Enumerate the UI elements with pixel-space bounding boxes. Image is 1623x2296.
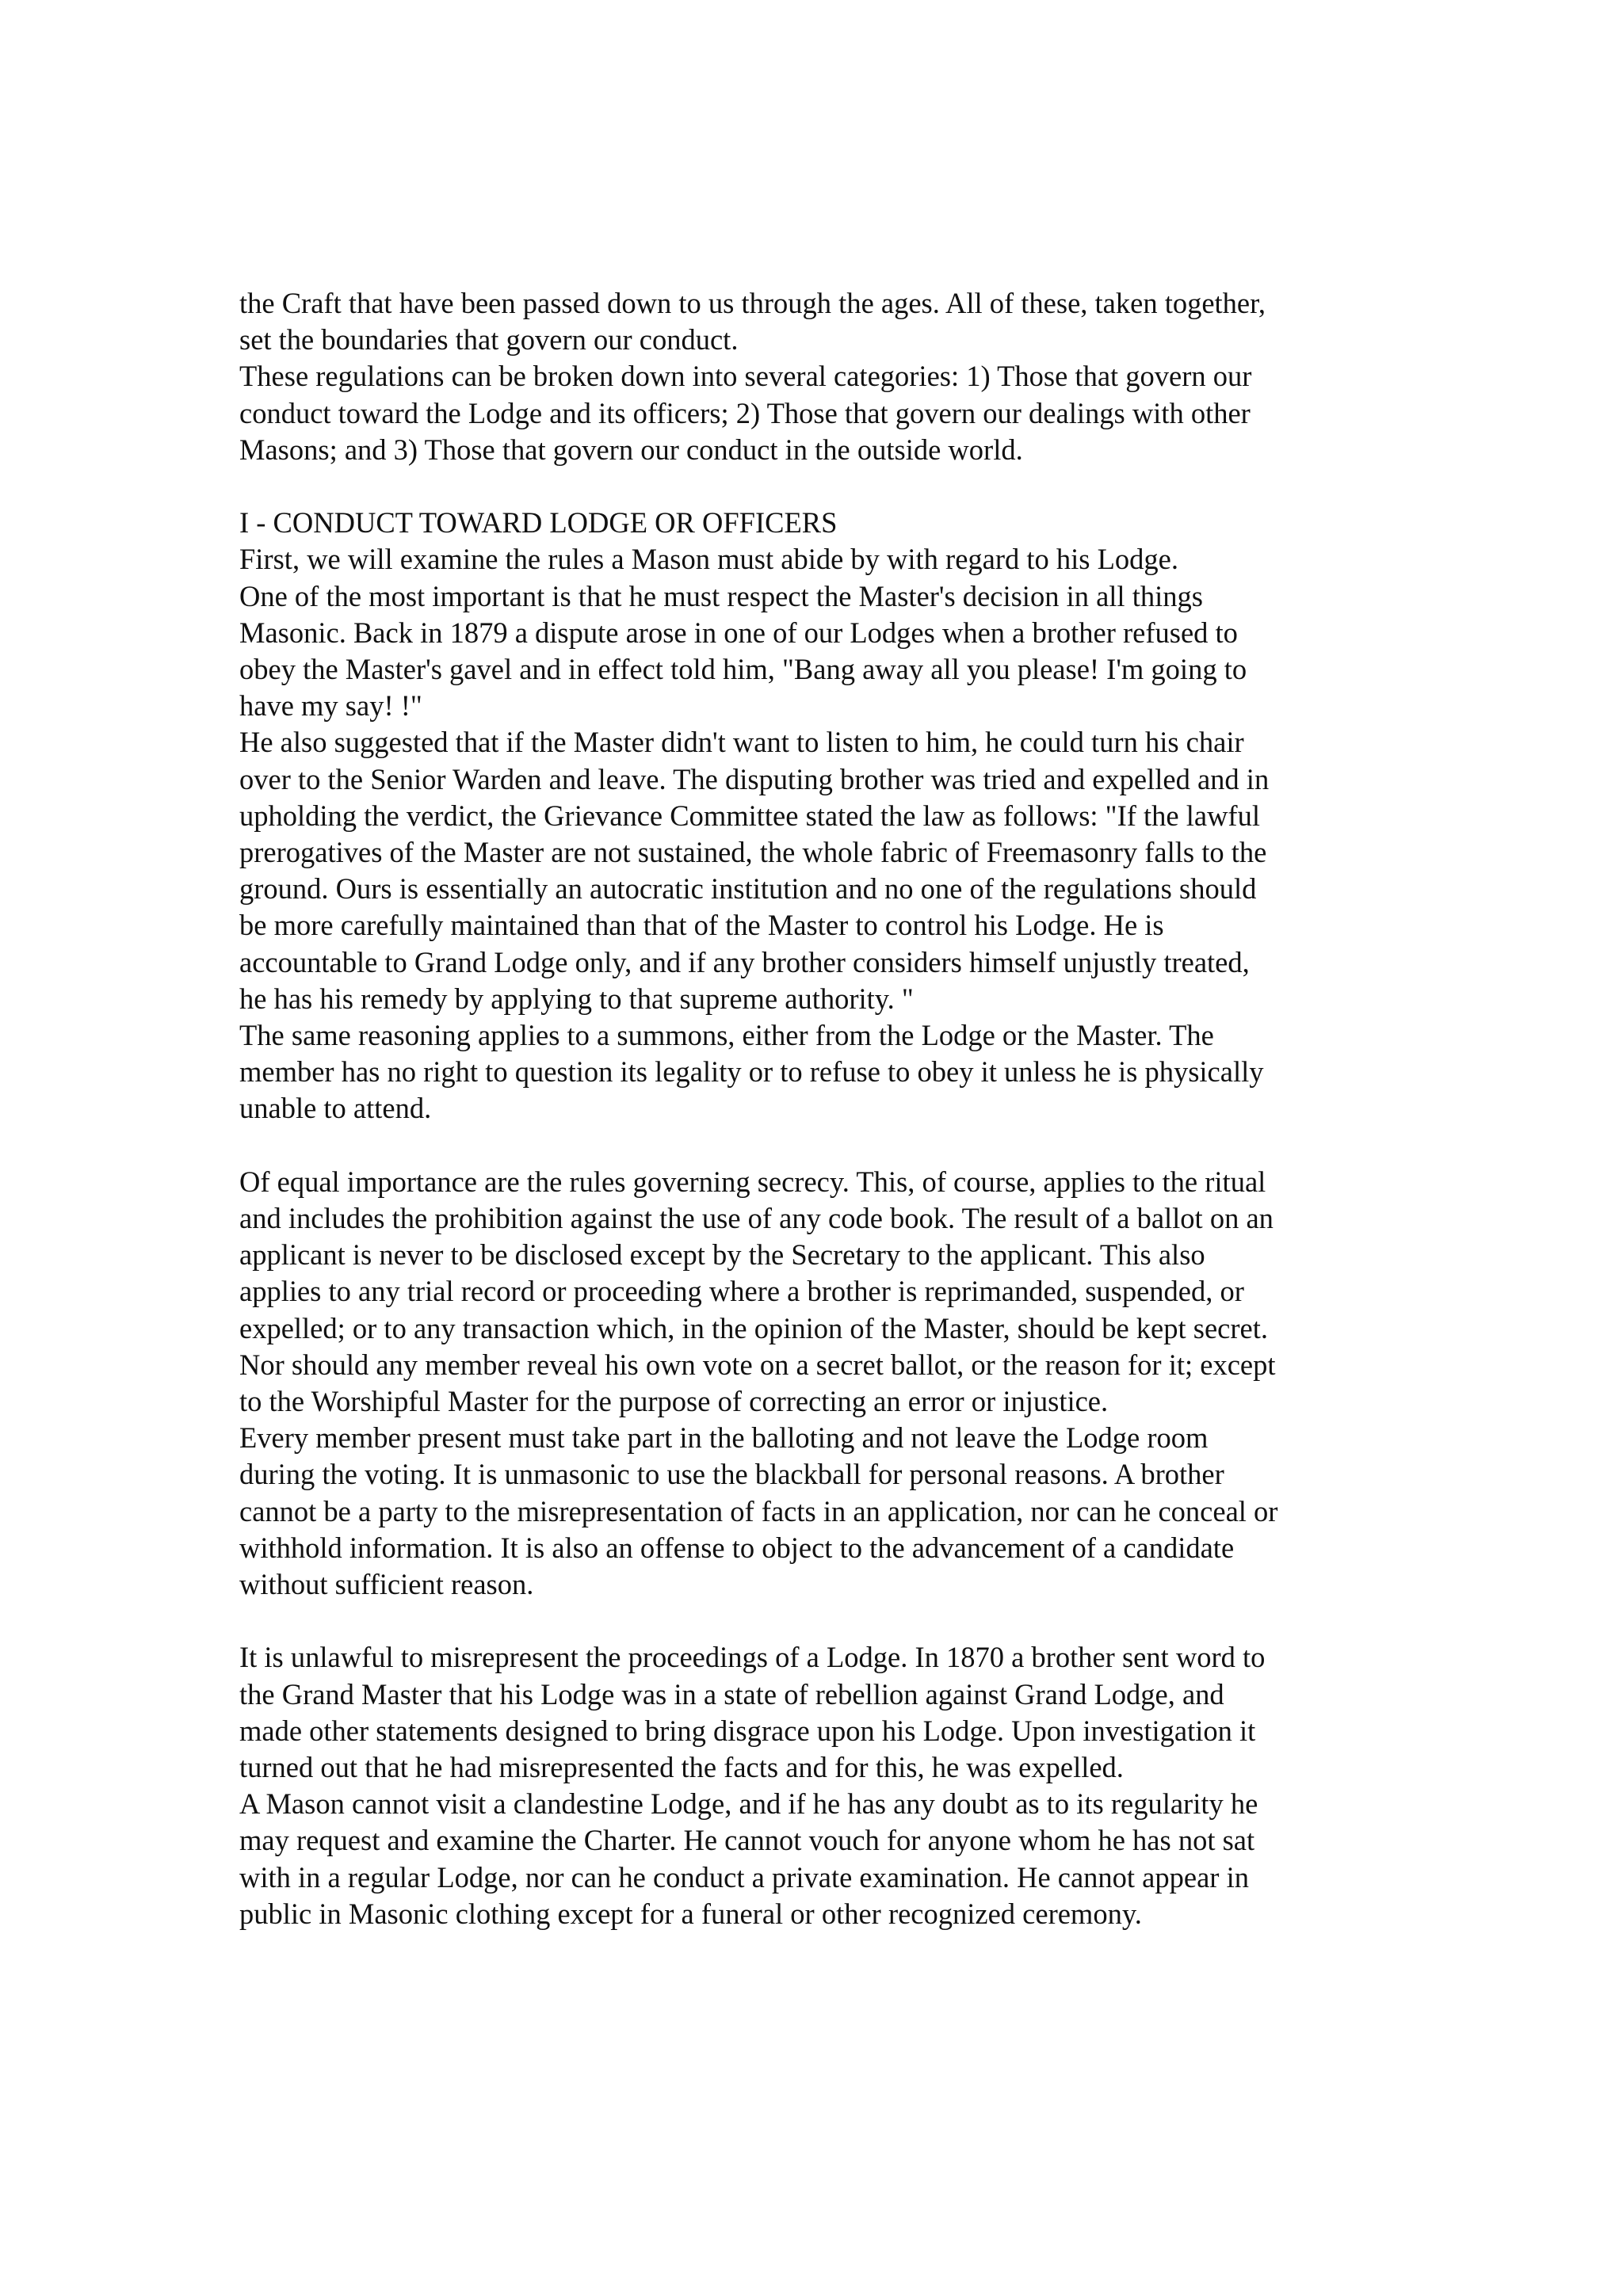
text-line: member has no right to question its legality or to refuse to obey it unless he is physically [239, 1055, 1264, 1089]
text-line: and includes the prohibition against the use of any code book. The result of a ballot on an [239, 1202, 1274, 1235]
text-line: turned out that he had misrepresented the facts and for this, he was expelled. [239, 1751, 1124, 1784]
text-line: The same reasoning applies to a summons, either from the Lodge or the Master. The [239, 1019, 1214, 1052]
text-line: It is unlawful to misrepresent the proceedings of a Lodge. In 1870 a brother sent word to [239, 1641, 1266, 1674]
text-line: applies to any trial record or proceeding where a brother is reprimanded, suspended, or [239, 1275, 1244, 1308]
text-line: accountable to Grand Lodge only, and if any brother considers himself unjustly treated, [239, 945, 1250, 978]
text-line: set the boundaries that govern our conduct. [239, 323, 739, 357]
text-line: the Craft that have been passed down to us through the ages. All of these, taken together, [239, 287, 1266, 319]
text-line: withhold information. It is also an offense to object to the advancement of a candidate [239, 1531, 1235, 1564]
text-line: Masonic. Back in 1879 a dispute arose in one of our Lodges when a brother refused to [239, 616, 1238, 649]
text-line: prerogatives of the Master are not sustained, the whole fabric of Freemasonry falls to the [239, 836, 1267, 869]
text-line: Masons; and 3) Those that govern our conduct in the outside world. [239, 433, 1023, 466]
text-line: One of the most important is that he must respect the Master's decision in all things [239, 579, 1203, 612]
text-line: be more carefully maintained than that of the Master to control his Lodge. He is [239, 909, 1164, 942]
text-line: A Mason cannot visit a clandestine Lodge, and if he has any doubt as to its regularity he [239, 1787, 1258, 1821]
text-line: Every member present must take part in the balloting and not leave the Lodge room [239, 1421, 1209, 1455]
text-line: applicant is never to be disclosed except by the Secretary to the applicant. This also [239, 1238, 1205, 1272]
text-line: upholding the verdict, the Grievance Committee stated the law as follows: "If the lawful [239, 799, 1260, 832]
text-line: unable to attend. [239, 1092, 432, 1125]
text-line: made other statements designed to bring disgrace upon his Lodge. Upon investigation it [239, 1714, 1256, 1747]
paragraph-gap [239, 1603, 1404, 1639]
text-line: with in a regular Lodge, nor can he conduct a private examination. He cannot appear in [239, 1860, 1249, 1894]
text-line: He also suggested that if the Master didn't want to listen to him, he could turn his chair [239, 726, 1244, 759]
text-line: First, we will examine the rules a Mason must abide by with regard to his Lodge. [239, 543, 1179, 576]
text-line: have my say! !" [239, 689, 422, 723]
text-line: he has his remedy by applying to that supreme authority. " [239, 982, 914, 1015]
paragraph-gap [239, 1127, 1404, 1164]
text-line: to the Worshipful Master for the purpose of correcting an error or injustice. [239, 1385, 1109, 1418]
text-line: over to the Senior Warden and leave. The disputing brother was tried and expelled and in [239, 762, 1270, 795]
text-line: without sufficient reason. [239, 1568, 534, 1601]
text-line: expelled; or to any transaction which, in the opinion of the Master, should be kept secret. [239, 1311, 1268, 1344]
text-line: Of equal importance are the rules governing secrecy. This, of course, applies to the ritual [239, 1165, 1266, 1198]
paragraph-gap [239, 468, 1404, 505]
text-line: Nor should any member reveal his own vote on a secret ballot, or the reason for it; except [239, 1348, 1276, 1381]
text-line: cannot be a party to the misrepresentation of facts in an application, nor can he conceal or [239, 1494, 1278, 1527]
text-line: conduct toward the Lodge and its officers; 2) Those that govern our dealings with other [239, 396, 1251, 429]
text-line: the Grand Master that his Lodge was in a state of rebellion against Grand Lodge, and [239, 1677, 1224, 1711]
text-line: These regulations can be broken down into several categories: 1) Those that govern our [239, 360, 1252, 393]
text-line: may request and examine the Charter. He cannot vouch for anyone whom he has not sat [239, 1824, 1255, 1857]
text-line: during the voting. It is unmasonic to use the blackball for personal reasons. A brother [239, 1458, 1224, 1491]
text-line: ground. Ours is essentially an autocratic institution and no one of the regulations should [239, 872, 1257, 906]
section-heading: I - CONDUCT TOWARD LODGE OR OFFICERS [239, 506, 838, 540]
document-body [239, 285, 1404, 1932]
text-line: obey the Master's gavel and in effect told him, "Bang away all you please! I'm going to [239, 653, 1247, 686]
text-line: public in Masonic clothing except for a funeral or other recognized ceremony. [239, 1897, 1142, 1930]
